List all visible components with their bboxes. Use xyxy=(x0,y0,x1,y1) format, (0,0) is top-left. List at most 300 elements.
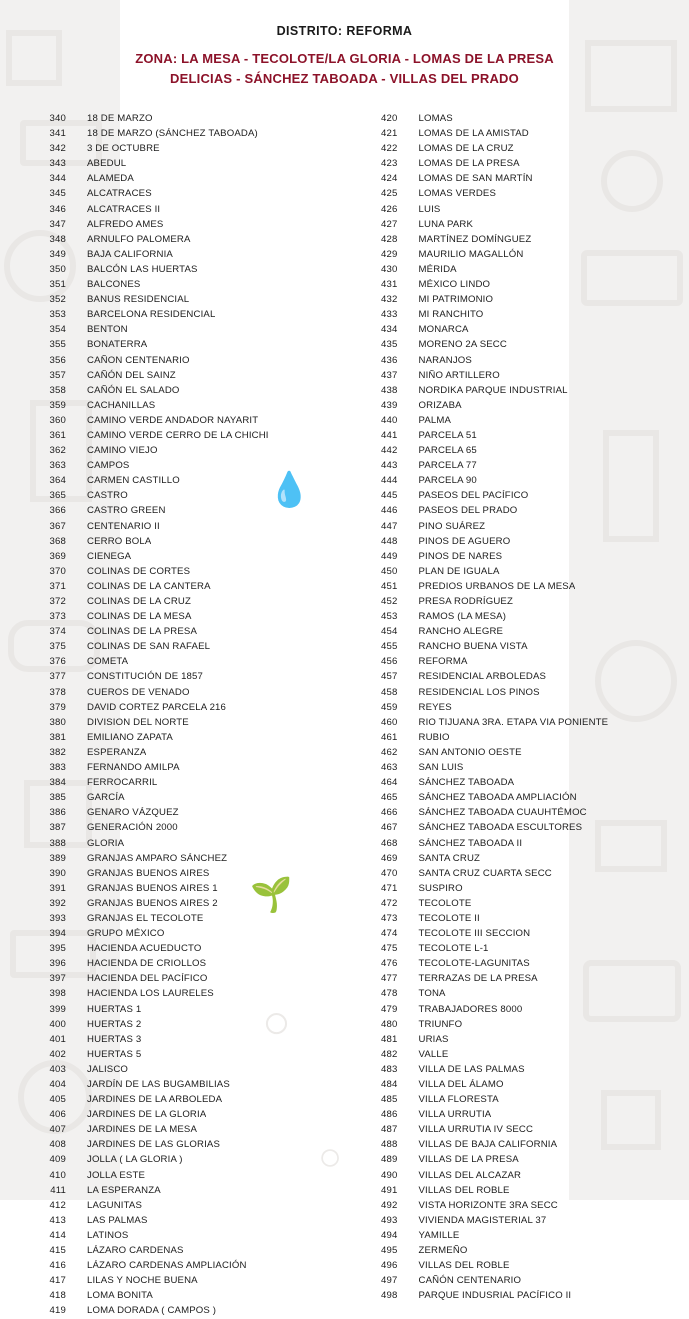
list-item-name: BALCÓN LAS HUERTAS xyxy=(87,263,198,275)
list-item xyxy=(358,1062,668,1077)
list-item-name: ABEDUL xyxy=(87,158,127,170)
list-item-number: 370 xyxy=(49,565,66,577)
list-item-number: 463 xyxy=(381,762,398,774)
list-item-name: 3 DE OCTUBRE xyxy=(87,143,160,155)
list-item xyxy=(26,1198,336,1213)
list-item-number: 436 xyxy=(381,354,398,366)
list-item-number: 387 xyxy=(49,822,66,834)
list-item-number: 420 xyxy=(381,113,398,124)
list-item-number: 452 xyxy=(381,596,398,607)
list-item-number: 345 xyxy=(49,188,66,200)
water-drop-icon: 💧 xyxy=(268,471,311,509)
list-item-number: 381 xyxy=(49,731,66,743)
list-item-name: COLINAS DE LA CANTERA xyxy=(87,580,211,592)
list-item-name: VILLA FLORESTA xyxy=(418,1094,499,1106)
list-item-number: 354 xyxy=(49,324,66,336)
list-item-name: PRESA RODRÍGUEZ xyxy=(418,596,513,607)
list-item-name: REFORMA xyxy=(418,656,468,668)
list-item-number: 403 xyxy=(49,1063,66,1075)
list-item xyxy=(26,926,336,941)
list-item-number: 371 xyxy=(49,580,66,592)
list-item xyxy=(358,337,668,352)
list-item-number: 449 xyxy=(381,550,398,562)
list-item-name: VISTA HORIZONTE 3RA SECC xyxy=(418,1199,558,1211)
list-item xyxy=(358,141,668,156)
list-item-number: 421 xyxy=(381,128,398,140)
list-item-number: 475 xyxy=(381,943,398,955)
list-item xyxy=(358,428,668,443)
list-item xyxy=(358,217,668,232)
list-item xyxy=(358,368,668,383)
list-item-number: 341 xyxy=(49,128,66,140)
list-item-name: JARDINES DE LA GLORIA xyxy=(87,1109,207,1121)
list-item-name: LUNA PARK xyxy=(418,218,473,230)
list-item-name: ALAMEDA xyxy=(87,173,134,185)
list-item xyxy=(358,126,668,141)
list-item xyxy=(358,624,668,639)
list-item xyxy=(26,443,336,458)
list-item xyxy=(26,368,336,383)
list-item xyxy=(26,1122,336,1137)
list-item-name: CARMEN CASTILLO xyxy=(87,475,180,487)
list-item-number: 406 xyxy=(49,1109,66,1121)
list-item xyxy=(26,428,336,443)
list-item xyxy=(26,217,336,232)
list-item-number: 433 xyxy=(381,309,398,321)
list-item-number: 441 xyxy=(381,429,398,441)
list-item-number: 402 xyxy=(49,1048,66,1060)
list-item-number: 400 xyxy=(49,1018,66,1030)
list-item-name: BALCONES xyxy=(87,279,141,291)
list-item xyxy=(358,247,668,262)
list-item-name: CONSTITUCIÓN DE 1857 xyxy=(87,671,204,683)
list-item-number: 380 xyxy=(49,716,66,728)
colonias-column-left xyxy=(26,111,336,1319)
list-item-number: 407 xyxy=(49,1124,66,1136)
list-item xyxy=(358,896,668,911)
list-item-name: MI PATRIMONIO xyxy=(418,294,494,306)
list-item xyxy=(358,579,668,594)
list-item-number: 456 xyxy=(381,656,398,668)
list-item xyxy=(26,549,336,564)
list-item-name: LOMAS VERDES xyxy=(418,188,497,200)
list-item-number: 350 xyxy=(49,263,66,275)
list-item-name: ALFREDO AMES xyxy=(87,218,164,230)
colonias-column-right xyxy=(336,111,668,1319)
list-item-name: TRABAJADORES 8000 xyxy=(418,1003,523,1015)
colonias-list xyxy=(0,111,689,1319)
list-item xyxy=(358,1092,668,1107)
list-item-name: DIVISION DEL NORTE xyxy=(87,716,189,728)
list-item xyxy=(358,956,668,971)
list-item xyxy=(358,277,668,292)
list-item-number: 382 xyxy=(49,746,66,758)
list-item-name: ALCATRACES II xyxy=(87,203,161,215)
list-item-number: 416 xyxy=(49,1260,66,1272)
list-item-number: 474 xyxy=(381,928,398,940)
list-item-number: 417 xyxy=(49,1275,66,1287)
list-item xyxy=(26,986,336,1001)
list-item-name: CAMINO VIEJO xyxy=(87,445,158,457)
list-item-number: 440 xyxy=(381,414,398,426)
list-item-number: 423 xyxy=(381,158,398,170)
list-item xyxy=(26,353,336,368)
list-item-number: 346 xyxy=(49,203,66,215)
list-item-name: VILLAS DE BAJA CALIFORNIA xyxy=(418,1139,558,1151)
list-item xyxy=(26,292,336,307)
list-item xyxy=(358,1017,668,1032)
list-item-number: 464 xyxy=(381,777,398,789)
list-item-number: 492 xyxy=(381,1199,398,1211)
list-item-name: JOLLA ( LA GLORIA ) xyxy=(87,1154,183,1166)
list-item-name: ESPERANZA xyxy=(87,746,147,758)
list-item xyxy=(26,609,336,624)
leaf-icon: 🌱 xyxy=(250,876,293,914)
list-item-name: PALMA xyxy=(418,414,452,426)
list-item-number: 355 xyxy=(49,339,66,351)
list-item xyxy=(26,307,336,322)
zone-title-line-2: DELICIAS - SÁNCHEZ TABOADA - VILLAS DEL PRADO xyxy=(170,71,519,86)
list-item-number: 367 xyxy=(49,520,66,532)
list-item-name: PASEOS DEL PACÍFICO xyxy=(418,490,529,502)
list-item-name: CACHANILLAS xyxy=(87,399,156,411)
list-item-number: 438 xyxy=(381,384,398,396)
list-item-number: 462 xyxy=(381,746,398,758)
list-item-number: 422 xyxy=(381,143,398,155)
list-item xyxy=(26,866,336,881)
list-item-name: CAMINO VERDE CERRO DE LA CHICHI xyxy=(87,429,269,441)
list-item-name: GENARO VÁZQUEZ xyxy=(87,807,179,819)
list-item-number: 447 xyxy=(381,520,398,532)
list-item xyxy=(358,398,668,413)
list-item-name: LOMAS DE LA PRESA xyxy=(418,158,520,170)
list-item xyxy=(358,700,668,715)
list-item xyxy=(358,669,668,684)
list-item-number: 442 xyxy=(381,445,398,457)
decorative-circle-icon: ○ xyxy=(262,996,291,1049)
list-item xyxy=(358,1288,668,1303)
list-item xyxy=(26,519,336,534)
list-item xyxy=(26,669,336,684)
list-item-number: 491 xyxy=(381,1184,398,1196)
list-item xyxy=(26,1273,336,1288)
list-item xyxy=(358,1152,668,1167)
list-item-name: PARQUE INDUSRIAL PACÍFICO II xyxy=(418,1290,572,1302)
list-item-number: 497 xyxy=(381,1275,398,1287)
list-item-name: SÁNCHEZ TABOADA CUAUHTÉMOC xyxy=(418,807,587,819)
list-item xyxy=(358,549,668,564)
list-item-name: LILAS Y NOCHE BUENA xyxy=(87,1275,198,1287)
list-item-number: 404 xyxy=(49,1079,66,1090)
list-item-number: 347 xyxy=(49,218,66,230)
list-item-number: 430 xyxy=(381,263,398,275)
list-item-number: 458 xyxy=(381,686,398,698)
list-item-number: 419 xyxy=(49,1305,66,1317)
list-item xyxy=(26,473,336,488)
list-item-name: COLINAS DE LA PRESA xyxy=(87,626,198,638)
list-item-number: 377 xyxy=(49,671,66,683)
list-item xyxy=(26,156,336,171)
list-item-number: 487 xyxy=(381,1124,398,1136)
list-item-number: 342 xyxy=(49,143,66,155)
list-item-name: JARDINES DE LA ARBOLEDA xyxy=(87,1094,223,1106)
list-item-name: SAN LUIS xyxy=(418,762,464,774)
list-item-name: VILLA DE LAS PALMAS xyxy=(418,1063,525,1075)
list-item xyxy=(358,790,668,805)
list-item-number: 348 xyxy=(49,233,66,245)
list-item-name: MONARCA xyxy=(418,324,469,336)
list-item-number: 490 xyxy=(381,1169,398,1181)
list-item-number: 418 xyxy=(49,1290,66,1302)
list-item xyxy=(358,488,668,503)
list-item-number: 395 xyxy=(49,943,66,955)
list-item-number: 340 xyxy=(49,113,66,124)
list-item-name: CAÑON CENTENARIO xyxy=(87,354,190,366)
list-item-number: 349 xyxy=(49,248,66,260)
list-item xyxy=(358,730,668,745)
list-item-name: COMETA xyxy=(87,656,129,668)
list-item-name: LA ESPERANZA xyxy=(87,1184,161,1196)
list-item xyxy=(358,202,668,217)
list-item xyxy=(26,398,336,413)
list-item-name: RANCHO ALEGRE xyxy=(418,626,504,638)
list-item-name: LATINOS xyxy=(87,1229,129,1241)
list-item-number: 454 xyxy=(381,626,398,638)
list-item-name: JOLLA ESTE xyxy=(87,1169,146,1181)
list-item xyxy=(26,141,336,156)
list-item xyxy=(358,805,668,820)
list-item-number: 379 xyxy=(49,701,66,713)
list-item xyxy=(358,836,668,851)
list-item-number: 356 xyxy=(49,354,66,366)
list-item xyxy=(26,232,336,247)
list-item-name: HACIENDA ACUEDUCTO xyxy=(87,943,202,955)
list-item-number: 344 xyxy=(49,173,66,185)
list-item xyxy=(26,1092,336,1107)
list-item xyxy=(358,307,668,322)
list-item-number: 398 xyxy=(49,988,66,1000)
list-item xyxy=(26,700,336,715)
list-item xyxy=(26,503,336,518)
list-item-number: 445 xyxy=(381,490,398,502)
list-item-number: 469 xyxy=(381,852,398,864)
list-item-number: 425 xyxy=(381,188,398,200)
list-item xyxy=(26,881,336,896)
list-item-name: CAMINO VERDE ANDADOR NAYARIT xyxy=(87,414,259,426)
list-item xyxy=(358,171,668,186)
list-item xyxy=(358,1047,668,1062)
list-item-name: VILLAS DEL ALCAZAR xyxy=(418,1169,522,1181)
list-item-name: LOMAS DE LA CRUZ xyxy=(418,143,514,155)
list-item xyxy=(26,458,336,473)
list-item-name: YAMILLE xyxy=(418,1229,460,1241)
list-item-name: JARDINES DE LA MESA xyxy=(87,1124,198,1136)
list-item-number: 353 xyxy=(49,309,66,321)
list-item-name: SÁNCHEZ TABOADA xyxy=(418,777,515,789)
list-item-number: 427 xyxy=(381,218,398,230)
list-item-number: 405 xyxy=(49,1094,66,1106)
list-item xyxy=(358,564,668,579)
list-item-name: JALISCO xyxy=(87,1063,129,1075)
list-item-name: JARDINES DE LAS GLORIAS xyxy=(87,1139,221,1151)
list-item-number: 496 xyxy=(381,1260,398,1272)
list-item xyxy=(26,247,336,262)
list-item-name: LUIS xyxy=(418,203,441,215)
list-item-name: CASTRO GREEN xyxy=(87,505,166,517)
list-item xyxy=(358,820,668,835)
list-item-name: SANTA CRUZ CUARTA SECC xyxy=(418,867,552,879)
list-item-number: 364 xyxy=(49,475,66,487)
list-item xyxy=(26,594,336,609)
list-item xyxy=(26,1228,336,1243)
list-item-number: 467 xyxy=(381,822,398,834)
list-item xyxy=(358,1032,668,1047)
list-item-name: PARCELA 65 xyxy=(418,445,477,457)
list-item-number: 358 xyxy=(49,384,66,396)
list-item xyxy=(358,866,668,881)
list-item-number: 385 xyxy=(49,792,66,804)
list-item-name: HUERTAS 2 xyxy=(87,1018,142,1030)
list-item xyxy=(26,1017,336,1032)
list-item-name: RIO TIJUANA 3RA. ETAPA VIA PONIENTE xyxy=(418,716,609,728)
list-item-number: 443 xyxy=(381,460,398,472)
list-item-number: 424 xyxy=(381,173,398,185)
list-item-name: VILLA URRUTIA xyxy=(418,1109,492,1121)
list-item-name: GLORIA xyxy=(87,837,125,849)
list-item xyxy=(26,1288,336,1303)
list-item-name: TECOLOTE III SECCION xyxy=(418,928,531,940)
list-item-name: SANTA CRUZ xyxy=(418,852,481,864)
list-item-number: 351 xyxy=(49,279,66,291)
list-item-number: 429 xyxy=(381,248,398,260)
list-item-number: 431 xyxy=(381,279,398,291)
list-item xyxy=(358,1183,668,1198)
list-item-name: ZERMEÑO xyxy=(418,1245,468,1257)
list-item xyxy=(358,292,668,307)
list-item-name: PINOS DE NARES xyxy=(418,550,503,562)
list-item-number: 363 xyxy=(49,460,66,472)
district-title: DISTRITO: REFORMA xyxy=(276,24,413,38)
list-item-name: HUERTAS 5 xyxy=(87,1048,142,1060)
list-item xyxy=(358,1107,668,1122)
list-item xyxy=(26,337,336,352)
list-item xyxy=(26,1258,336,1273)
list-item-number: 488 xyxy=(381,1139,398,1151)
document-header xyxy=(0,0,689,89)
list-item-number: 376 xyxy=(49,656,66,668)
list-item-number: 470 xyxy=(381,867,398,879)
list-item xyxy=(26,1303,336,1318)
list-item-name: GENERACIÓN 2000 xyxy=(87,822,178,834)
list-item-name: COLINAS DE LA MESA xyxy=(87,611,192,623)
list-item-name: SAN ANTONIO OESTE xyxy=(418,746,522,758)
list-item-number: 369 xyxy=(49,550,66,562)
list-item xyxy=(26,111,336,126)
list-item xyxy=(26,639,336,654)
list-item-name: ORIZABA xyxy=(418,399,462,411)
list-item-number: 480 xyxy=(381,1018,398,1030)
list-item-name: CAMPOS xyxy=(87,460,130,472)
list-item-number: 446 xyxy=(381,505,398,517)
list-item-name: RANCHO BUENA VISTA xyxy=(418,641,528,653)
list-item xyxy=(26,836,336,851)
list-item xyxy=(26,624,336,639)
list-item-number: 362 xyxy=(49,445,66,457)
list-item-number: 478 xyxy=(381,988,398,1000)
list-item xyxy=(26,1152,336,1167)
list-item-name: CAÑÓN DEL SAINZ xyxy=(87,369,176,381)
list-item-name: TECOLOTE-LAGUNITAS xyxy=(418,958,530,970)
list-item-number: 465 xyxy=(381,792,398,804)
list-item xyxy=(26,745,336,760)
list-item-name: TECOLOTE II xyxy=(418,912,480,924)
list-item-number: 343 xyxy=(49,158,66,170)
list-item xyxy=(26,383,336,398)
list-item-name: LOMAS DE LA AMISTAD xyxy=(418,128,529,140)
list-item-number: 386 xyxy=(49,807,66,819)
list-item xyxy=(26,1077,336,1092)
list-item-name: SUSPIRO xyxy=(418,882,463,894)
list-item-number: 392 xyxy=(49,897,66,909)
list-item-name: GRANJAS BUENOS AIRES 2 xyxy=(87,897,218,909)
decorative-circle-icon: ○ xyxy=(318,1135,343,1179)
list-item-number: 428 xyxy=(381,233,398,245)
list-item-name: LOMAS DE SAN MARTÍN xyxy=(418,173,533,185)
list-item xyxy=(358,503,668,518)
list-item xyxy=(26,911,336,926)
list-item-number: 426 xyxy=(381,203,398,215)
list-item xyxy=(358,1137,668,1152)
list-item-number: 352 xyxy=(49,294,66,306)
list-item xyxy=(358,1243,668,1258)
list-item xyxy=(358,232,668,247)
list-item-name: PINOS DE AGUERO xyxy=(418,535,511,547)
list-item xyxy=(358,443,668,458)
list-item xyxy=(26,1002,336,1017)
list-item xyxy=(358,353,668,368)
list-item-number: 397 xyxy=(49,973,66,985)
list-item-name: PINO SUÁREZ xyxy=(418,520,486,532)
list-item-number: 457 xyxy=(381,671,398,683)
list-item-number: 390 xyxy=(49,867,66,879)
list-item xyxy=(26,654,336,669)
list-item-number: 476 xyxy=(381,958,398,970)
list-item-number: 415 xyxy=(49,1245,66,1257)
list-item-name: COLINAS DE SAN RAFAEL xyxy=(87,641,211,653)
list-item-number: 493 xyxy=(381,1214,398,1226)
list-item-name: PLAN DE IGUALA xyxy=(418,565,500,577)
list-item xyxy=(26,775,336,790)
list-item xyxy=(26,1213,336,1228)
zone-title-line-1: ZONA: LA MESA - TECOLOTE/LA GLORIA - LOMAS DE LA PRESA xyxy=(135,51,554,66)
list-item-name: HACIENDA DE CRIOLLOS xyxy=(87,958,207,970)
list-item xyxy=(358,881,668,896)
list-item-name: GRANJAS EL TECOLOTE xyxy=(87,912,204,924)
list-item-name: BANUS RESIDENCIAL xyxy=(87,294,190,306)
list-item-name: NORDIKA PARQUE INDUSTRIAL xyxy=(418,384,568,396)
list-item-name: HUERTAS 3 xyxy=(87,1033,142,1045)
list-item-number: 359 xyxy=(49,399,66,411)
list-item-name: VILLAS DE LA PRESA xyxy=(418,1154,519,1166)
list-item xyxy=(358,1258,668,1273)
list-item-name: SÁNCHEZ TABOADA ESCULTORES xyxy=(418,822,583,834)
list-item-number: 479 xyxy=(381,1003,398,1015)
list-item xyxy=(26,1137,336,1152)
list-item-name: MORENO 2A SECC xyxy=(418,339,507,351)
list-item-number: 459 xyxy=(381,701,398,713)
list-item xyxy=(358,685,668,700)
list-item xyxy=(26,941,336,956)
